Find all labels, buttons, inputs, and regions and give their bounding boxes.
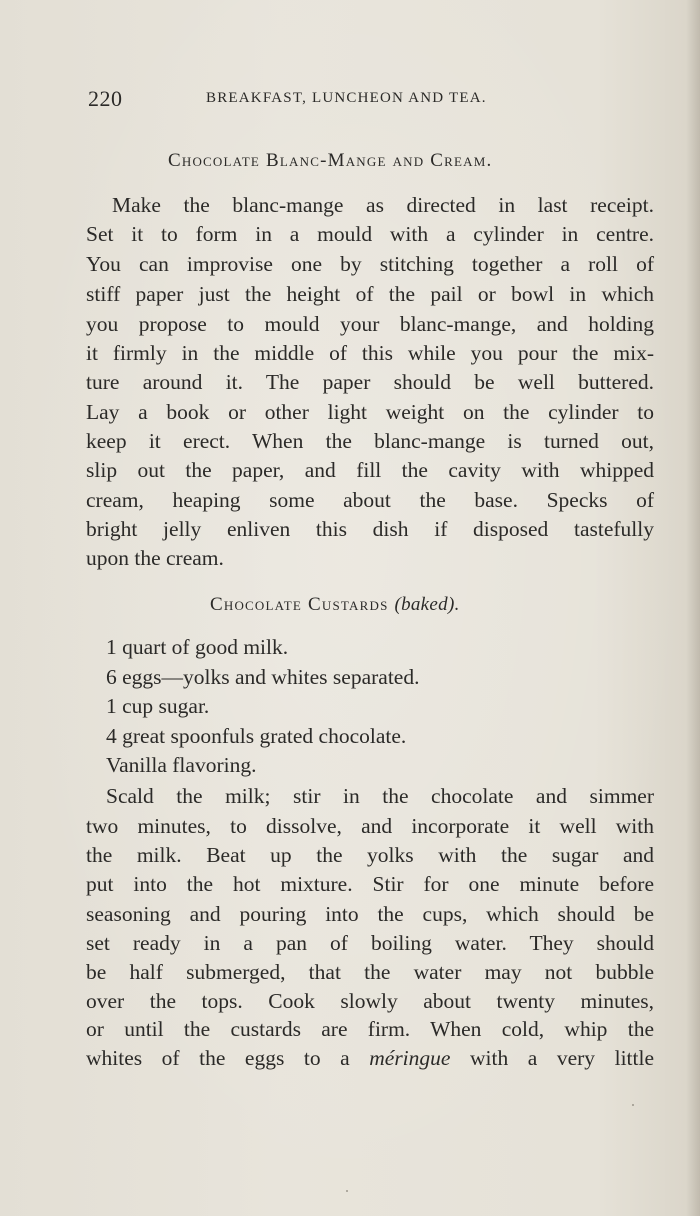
running-head: BREAKFAST, LUNCHEON AND TEA. (206, 90, 487, 106)
paragraph-line: Set it to form in a mould with a cylinder in centre. (86, 222, 654, 246)
paragraph-line: seasoning and pouring into the cups, which should be (86, 902, 654, 926)
ingredient-item: 1 cup sugar. (106, 694, 210, 718)
italic-term: méringue (369, 1046, 451, 1070)
paragraph-line: or until the custards are firm. When cold, whip the (86, 1017, 654, 1041)
paragraph-line: slip out the paper, and fill the cavity with whipped (86, 458, 654, 482)
ingredient-item: Vanilla flavoring. (106, 753, 257, 777)
section-title-text: Chocolate Custards (210, 594, 389, 615)
paragraph-line-last (86, 1043, 654, 1073)
paragraph-line: You can improvise one by stitching together a roll of (86, 252, 654, 276)
ingredient-item: 6 eggs—yolks and whites separated. (106, 665, 420, 689)
section-title-custards (210, 594, 460, 616)
paragraph-line: it firmly in the middle of this while you pour the mix- (86, 341, 654, 365)
page-number: 220 (88, 86, 123, 111)
paragraph-line: ture around it. The paper should be well buttered. (86, 370, 654, 394)
ingredient-item: 1 quart of good milk. (106, 635, 289, 659)
text-run: whites of the eggs to a (86, 1046, 350, 1070)
page-header (88, 84, 558, 114)
paragraph-line: upon the cream. (86, 546, 224, 570)
paragraph-line: be half submerged, that the water may not bubble (86, 960, 654, 984)
paper-speck (632, 1104, 634, 1106)
paragraph-line: Lay a book or other light weight on the cylinder to (86, 400, 654, 424)
paragraph-line: stiff paper just the height of the pail or bowl in which (86, 282, 654, 306)
paragraph-line: cream, heaping some about the base. Specks of (86, 488, 654, 512)
paragraph-line: over the tops. Cook slowly about twenty minutes, (86, 989, 654, 1013)
paper-speck (346, 1190, 348, 1192)
paragraph-line: bright jelly enliven this dish if disposed tastefully (86, 517, 654, 541)
paragraph-line: Make the blanc-mange as directed in last receipt. (112, 193, 654, 217)
paragraph-line: two minutes, to dissolve, and incorporate it well with (86, 814, 654, 838)
ingredient-item: 4 great spoonfuls grated chocolate. (106, 724, 407, 748)
paragraph-line: the milk. Beat up the yolks with the sugar and (86, 843, 654, 867)
paragraph-line: keep it erect. When the blanc-mange is turned out, (86, 429, 654, 453)
paragraph-line: set ready in a pan of boiling water. They should (86, 931, 654, 955)
section-title-blanc-mange: Chocolate Blanc-Mange and Cream. (168, 150, 493, 171)
section-title-note: (baked). (394, 594, 460, 615)
page-edge-shadow (686, 0, 700, 1216)
paragraph-line: Scald the milk; stir in the chocolate and simmer (106, 784, 654, 808)
paragraph-line: put into the hot mixture. Stir for one minute before (86, 872, 654, 896)
text-run: with a very little (470, 1046, 655, 1070)
paragraph-line: you propose to mould your blanc-mange, and holding (86, 312, 654, 336)
